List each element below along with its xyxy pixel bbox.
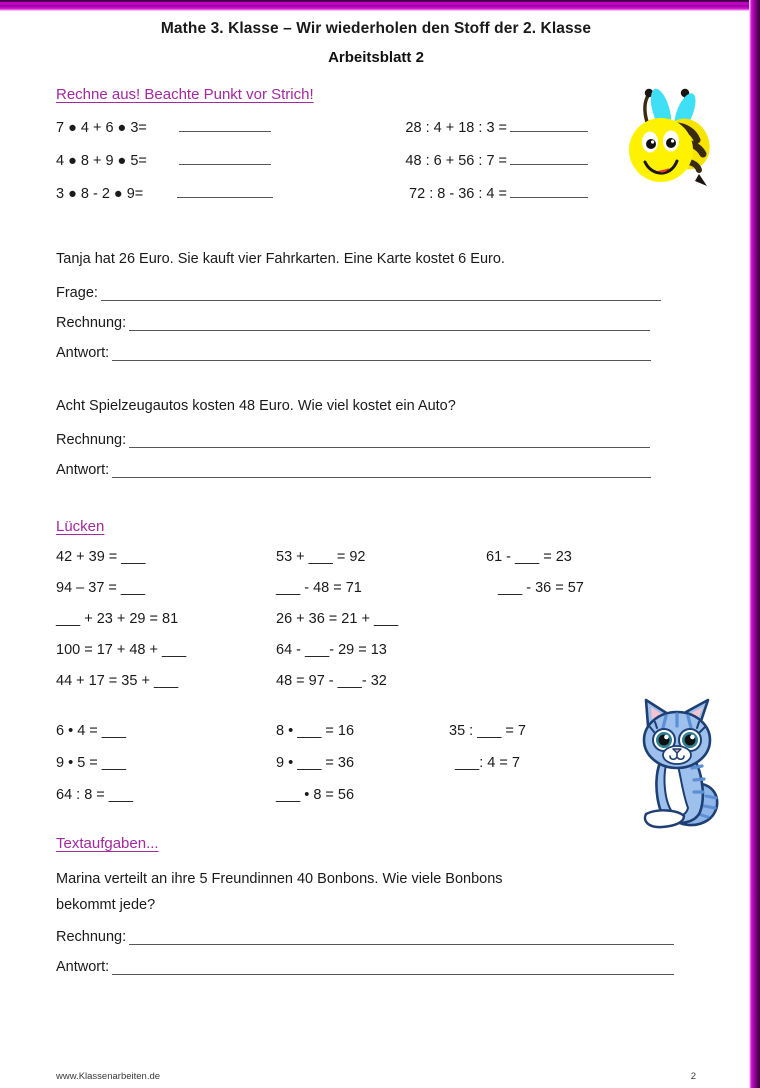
field-label: Rechnung:	[56, 431, 127, 448]
exercise-expression: ___ - 36 = 57	[498, 579, 584, 596]
section-textaufgaben	[56, 835, 742, 976]
exercise-row	[56, 580, 742, 596]
write-in-line[interactable]	[129, 318, 650, 331]
write-in-line[interactable]	[112, 465, 651, 478]
input-row-antwort	[56, 345, 742, 361]
field-label: Rechnung:	[56, 929, 127, 946]
field-label: Rechnung:	[56, 314, 127, 331]
exercise-expression: 9 • ___ = 36	[276, 754, 355, 771]
word-problem-1-text: Tanja hat 26 Euro. Sie kauft vier Fahrkarten. Eine Karte kostet 6 Euro.	[56, 251, 505, 267]
exercise-expression: 35 : ___ = 7	[449, 722, 526, 739]
input-row-rechnung	[56, 315, 742, 331]
bee-icon	[625, 82, 713, 194]
section-heading-punkt-vor-strich: Rechne aus! Beachte Punkt vor Strich!	[56, 86, 314, 103]
exercise-expression: 44 + 17 = 35 + ___	[56, 672, 179, 689]
exercise-expression: 53 + ___ = 92	[276, 548, 366, 565]
input-row-antwort	[56, 959, 742, 975]
write-in-line[interactable]	[112, 962, 674, 975]
exercise-expression: 3 ● 8 - 2 ● 9=	[56, 186, 144, 202]
exercise-row	[56, 642, 742, 658]
exercise-row	[56, 673, 742, 689]
write-in-line[interactable]	[129, 932, 674, 945]
word-problem-1	[56, 246, 742, 361]
exercise-expression: 48 = 97 - ___- 32	[276, 672, 387, 689]
exercise-row	[56, 549, 742, 565]
exercise-expression: 64 - ___- 29 = 13	[276, 641, 387, 658]
exercise-expression: ___ • 8 = 56	[276, 786, 355, 803]
exercise-expression: 8 • ___ = 16	[276, 722, 355, 739]
exercise-expression: 9 • 5 = ___	[56, 754, 126, 771]
write-in-line[interactable]	[112, 348, 651, 361]
kitten-icon	[632, 692, 724, 834]
exercise-expression: 42 + 39 = ___	[56, 548, 146, 565]
exercise-expression: 61 - ___ = 23	[486, 548, 572, 565]
input-row-rechnung	[56, 929, 742, 945]
field-label: Frage:	[56, 284, 98, 301]
word-problem-2	[56, 393, 742, 478]
exercise-expression: 94 – 37 = ___	[56, 579, 146, 596]
input-row-antwort	[56, 462, 742, 478]
textaufgabe-line-2: bekommt jede?	[56, 897, 156, 914]
worksheet-subtitle: Arbeitsblatt 2	[328, 49, 424, 66]
footer-page-number: 2	[690, 1071, 696, 1082]
answer-blank[interactable]	[177, 185, 273, 198]
input-row-frage	[56, 285, 742, 301]
textaufgabe-line-1: Marina verteilt an ihre 5 Freundinnen 40 Bonbons. Wie viele Bonbons	[56, 870, 503, 887]
exercise-expression: 7 ● 4 + 6 ● 3=	[56, 120, 147, 136]
exercise-expression: ___: 4 = 7	[455, 754, 520, 771]
page-title: Mathe 3. Klasse – Wir wiederholen den Stoff der 2. Klasse	[160, 20, 592, 37]
answer-blank[interactable]	[510, 152, 588, 165]
section-luecken	[56, 518, 742, 689]
exercise-expression: 28 : 4 + 18 : 3 =	[405, 120, 507, 136]
field-label: Antwort:	[56, 344, 110, 361]
page-border-right	[749, 0, 760, 1088]
page-footer	[56, 1071, 696, 1082]
section-heading-textaufgaben: Textaufgaben...	[56, 834, 159, 852]
write-in-line[interactable]	[129, 435, 650, 448]
exercise-expression: 4 ● 8 + 9 ● 5=	[56, 153, 147, 169]
word-problem-2-text: Acht Spielzeugautos kosten 48 Euro. Wie viel kostet ein Auto?	[56, 397, 456, 414]
section-heading-luecken: Lücken	[56, 517, 105, 535]
field-label: Antwort:	[56, 959, 110, 976]
exercise-expression: 100 = 17 + 48 + ___	[56, 641, 187, 658]
answer-blank[interactable]	[179, 119, 271, 132]
input-row-rechnung	[56, 432, 742, 448]
answer-blank[interactable]	[510, 185, 588, 198]
exercise-expression: ___ - 48 = 71	[276, 579, 362, 596]
exercise-expression: ___ + 23 + 29 = 81	[56, 610, 179, 627]
field-label: Antwort:	[56, 461, 110, 478]
exercise-expression: 26 + 36 = 21 + ___	[276, 610, 399, 627]
exercise-expression: 72 : 8 - 36 : 4 =	[409, 186, 507, 202]
answer-blank[interactable]	[179, 152, 271, 165]
exercise-expression: 64 : 8 = ___	[56, 786, 133, 803]
exercise-expression: 48 : 6 + 56 : 7 =	[405, 153, 507, 169]
exercise-expression: 6 • 4 = ___	[56, 722, 126, 739]
answer-blank[interactable]	[510, 119, 588, 132]
write-in-line[interactable]	[101, 288, 661, 301]
footer-site-url[interactable]: www.Klassenarbeiten.de	[56, 1071, 161, 1082]
exercise-row	[56, 611, 742, 627]
